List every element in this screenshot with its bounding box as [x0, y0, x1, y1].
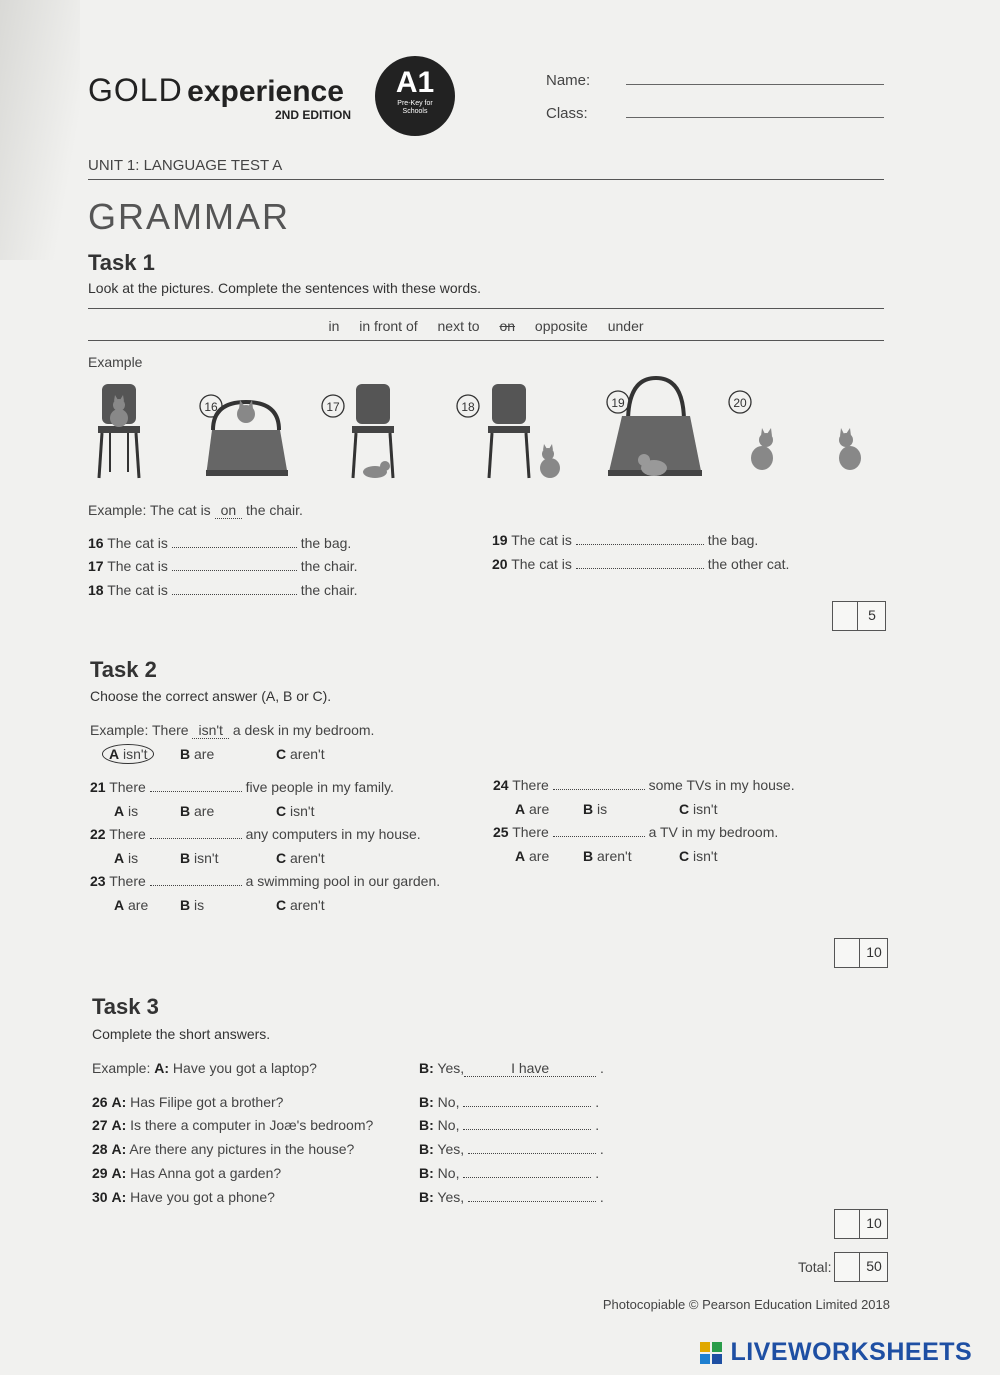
- answer-28-input[interactable]: [468, 1141, 596, 1154]
- option-25-a[interactable]: A are: [515, 848, 550, 864]
- options-21: [114, 803, 315, 819]
- footer-brand-text: LIVEWORKSHEETS: [730, 1338, 973, 1366]
- liveworksheets-icon: [700, 1342, 722, 1364]
- task3-score-total: 10: [866, 1215, 882, 1231]
- word-opposite: opposite: [534, 318, 588, 334]
- edition-label: 2ND EDITION: [275, 108, 352, 122]
- options-24: [515, 801, 718, 817]
- task2-score-input[interactable]: [835, 939, 860, 967]
- picture-19: [607, 378, 702, 476]
- question-23: 23 There a swimming pool in our garden.: [90, 873, 441, 889]
- option-25-c[interactable]: C isn't: [679, 848, 718, 864]
- task1-title: Task 1: [88, 250, 155, 275]
- picture-17: [322, 384, 394, 478]
- task1-score-input[interactable]: [833, 602, 858, 630]
- total-label: Total:: [798, 1259, 832, 1275]
- answer-29: B: No, .: [419, 1165, 600, 1181]
- question-30: 30 A: Have you got a phone?: [92, 1189, 275, 1205]
- unit-title: UNIT 1: LANGUAGE TEST A: [88, 157, 283, 174]
- name-label: Name:: [546, 72, 591, 89]
- picture-18: [457, 384, 560, 478]
- answer-22-blank: [150, 826, 242, 839]
- example-option-c: C aren't: [276, 746, 325, 762]
- question-21: 21 There five people in my family.: [90, 779, 394, 795]
- task2-score-box: [834, 938, 888, 968]
- answer-24-blank: [553, 777, 645, 790]
- option-21-a[interactable]: A is: [114, 803, 139, 819]
- options-23: [114, 897, 325, 913]
- wordbank-bottom-line: [88, 340, 884, 341]
- task2-example-answer: isn't: [192, 722, 228, 739]
- answer-26: B: No, .: [419, 1094, 600, 1110]
- word-on: on: [499, 318, 516, 334]
- answer-27-input[interactable]: [463, 1117, 591, 1130]
- option-24-a[interactable]: A are: [515, 801, 550, 817]
- question-28: 28 A: Are there any pictures in the house?: [92, 1141, 355, 1157]
- question-19: 19 The cat is the bag.: [492, 532, 759, 548]
- option-22-c[interactable]: C aren't: [276, 850, 325, 866]
- name-line[interactable]: [626, 84, 884, 85]
- task3-title: Task 3: [92, 994, 159, 1019]
- word-under: under: [607, 318, 644, 334]
- question-24: 24 There some TVs in my house.: [493, 777, 795, 793]
- task2-score-total: 10: [866, 944, 882, 960]
- option-23-b[interactable]: B is: [180, 897, 205, 913]
- class-label: Class:: [546, 105, 588, 122]
- answer-28: B: Yes, .: [419, 1141, 604, 1157]
- word-bank: [88, 318, 884, 334]
- total-score-value: 50: [866, 1258, 882, 1274]
- picture-number-16: 16: [204, 400, 218, 414]
- task2-title: Task 2: [90, 657, 157, 682]
- question-16: 16 The cat is the bag.: [88, 535, 352, 551]
- word-in: in: [328, 318, 340, 334]
- answer-27: B: No, .: [419, 1117, 600, 1133]
- option-23-a[interactable]: A are: [114, 897, 149, 913]
- options-22: [114, 850, 325, 866]
- task2-example-sentence: Example: There isn't a desk in my bedroom.: [90, 722, 375, 738]
- level-badge: [375, 56, 455, 136]
- task3-instruction: Complete the short answers.: [92, 1026, 271, 1042]
- task3-example-question: Example: A: Have you got a laptop?: [92, 1060, 317, 1076]
- answer-19-input[interactable]: [576, 532, 704, 545]
- picture-16: [200, 395, 288, 476]
- task2-instruction: Choose the correct answer (A, B or C).: [90, 688, 332, 704]
- word-next-to: next to: [437, 318, 480, 334]
- footer-logo[interactable]: [700, 1338, 972, 1366]
- answer-18-input[interactable]: [172, 582, 297, 595]
- answer-23-blank: [150, 873, 242, 886]
- question-29: 29 A: Has Anna got a garden?: [92, 1165, 282, 1181]
- answer-30-input[interactable]: [468, 1189, 596, 1202]
- task3-score-input[interactable]: [835, 1210, 860, 1238]
- task1-score-total: 5: [868, 607, 876, 623]
- example-picture: [98, 384, 140, 478]
- option-22-b[interactable]: B isn't: [180, 850, 219, 866]
- total-score-box: [834, 1252, 888, 1282]
- question-25: 25 There a TV in my bedroom.: [493, 824, 779, 840]
- option-23-c[interactable]: C aren't: [276, 897, 325, 913]
- brand-experience: experience: [187, 75, 344, 108]
- option-25-b[interactable]: B aren't: [583, 848, 632, 864]
- level-subtext: Pre-Key for Schools: [397, 100, 433, 115]
- option-22-a[interactable]: A is: [114, 850, 139, 866]
- answer-25-blank: [553, 824, 645, 837]
- answer-20-input[interactable]: [576, 556, 704, 569]
- task1-example-answer: on: [215, 502, 243, 519]
- example-label: Example: [88, 354, 143, 370]
- picture-number-17: 17: [326, 400, 340, 414]
- question-20: 20 The cat is the other cat.: [492, 556, 790, 572]
- answer-29-input[interactable]: [463, 1165, 591, 1178]
- brand-gold: GOLD: [88, 72, 183, 108]
- picture-number-18: 18: [461, 400, 475, 414]
- picture-strip: [88, 372, 888, 484]
- brand-logo: [88, 72, 344, 109]
- task1-example-sentence: Example: The cat is on the chair.: [88, 502, 303, 518]
- picture-number-20: 20: [733, 396, 747, 410]
- level-text: A1: [395, 66, 435, 99]
- wordbank-top-line: [88, 308, 884, 309]
- question-17: 17 The cat is the chair.: [88, 558, 358, 574]
- answer-21-blank: [150, 779, 242, 792]
- answer-26-input[interactable]: [463, 1094, 591, 1107]
- word-in-front-of: in front of: [359, 318, 418, 334]
- answer-17-input[interactable]: [172, 558, 297, 571]
- section-title: GRAMMAR: [88, 196, 290, 237]
- header-divider: [88, 179, 884, 180]
- copyright: Photocopiable © Pearson Education Limited 2018: [602, 1297, 890, 1312]
- task1-score-box: [832, 601, 886, 631]
- answer-16-input[interactable]: [172, 535, 297, 548]
- question-26: 26 A: Has Filipe got a brother?: [92, 1094, 284, 1110]
- task2-example-options: [108, 746, 325, 762]
- option-24-c[interactable]: C isn't: [679, 801, 718, 817]
- option-24-b[interactable]: B is: [583, 801, 608, 817]
- picture-20: [729, 391, 861, 470]
- picture-number-19: 19: [611, 396, 625, 410]
- task3-score-box: [834, 1209, 888, 1239]
- question-22: 22 There any computers in my house.: [90, 826, 421, 842]
- example-option-b: B are: [180, 746, 215, 762]
- task3-example-answer: B: Yes, I have .: [419, 1060, 604, 1076]
- task1-instruction: Look at the pictures. Complete the sentences with these words.: [88, 280, 481, 296]
- task3-example-answer-text: I have: [464, 1060, 596, 1077]
- example-option-a: A isn't: [102, 744, 154, 764]
- option-21-c[interactable]: C isn't: [276, 803, 315, 819]
- question-27: 27 A: Is there a computer in Joæ's bedroom?: [92, 1117, 374, 1133]
- answer-30: B: Yes, .: [419, 1189, 604, 1205]
- options-25: [515, 848, 718, 864]
- question-18: 18 The cat is the chair.: [88, 582, 358, 598]
- option-21-b[interactable]: B are: [180, 803, 215, 819]
- total-score-input[interactable]: [835, 1253, 860, 1281]
- scan-shadow: [0, 0, 80, 260]
- class-line[interactable]: [626, 117, 884, 118]
